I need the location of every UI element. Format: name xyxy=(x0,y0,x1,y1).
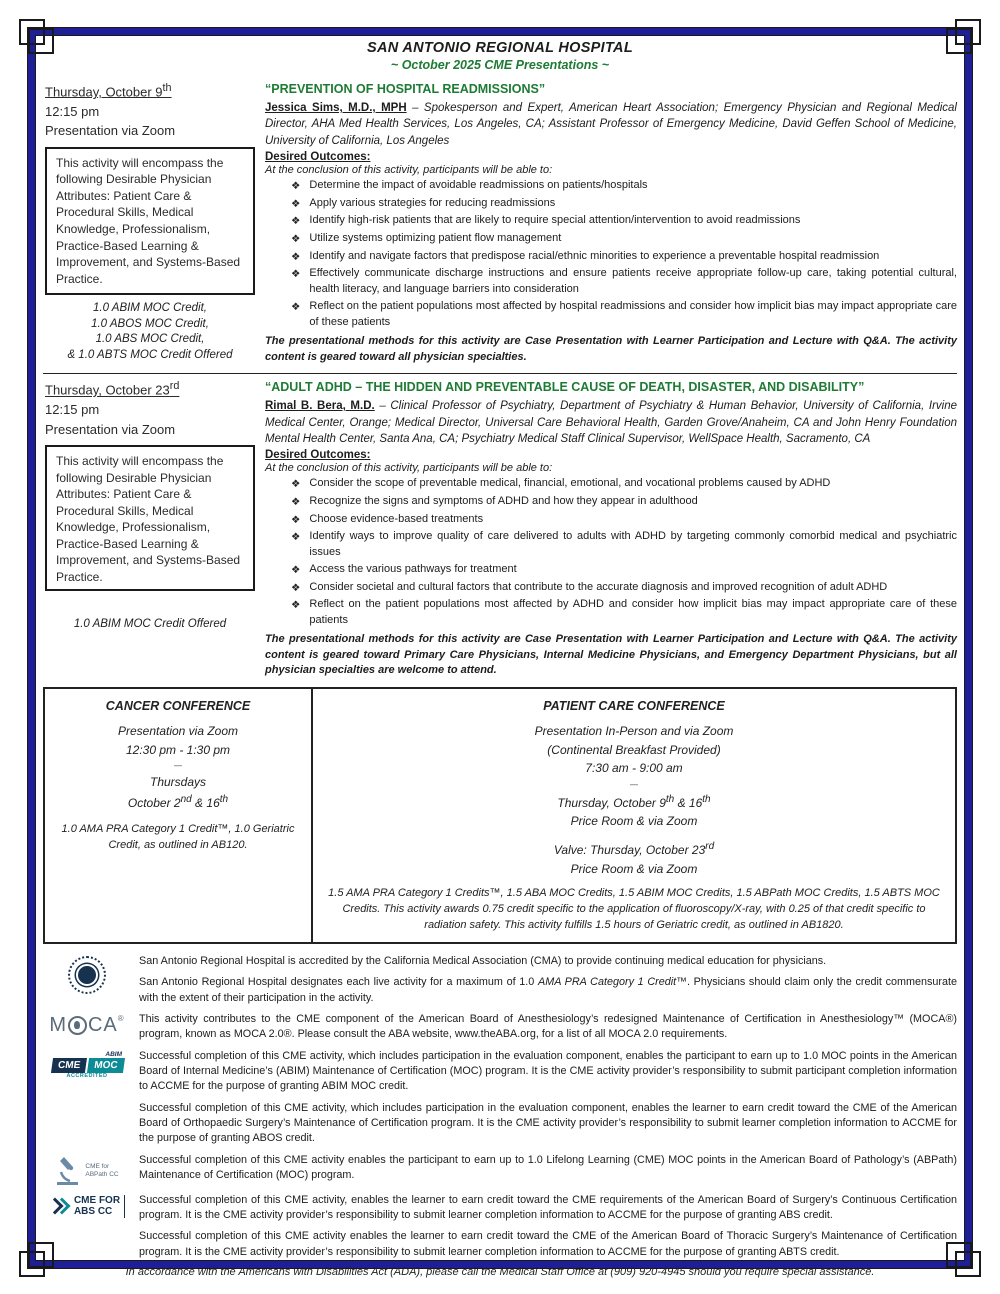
outcome-item xyxy=(291,196,957,212)
cme-box: CME xyxy=(51,1058,87,1073)
date-part: & 16 xyxy=(191,795,220,810)
outcome-text: ❖ Utilize systems optimizing patient flow management xyxy=(309,232,562,245)
session-body xyxy=(265,378,957,679)
header xyxy=(43,40,957,72)
conference-credits: 1.0 AMA PRA Category 1 Credit™, 1.0 Geriatric Credit, as outlined in AB120. xyxy=(61,823,295,852)
moc-credits xyxy=(45,617,255,633)
presentation-title: “PREVENTION OF HOSPITAL READMISSIONS” xyxy=(265,82,546,96)
date-ordinal: th xyxy=(702,793,711,805)
presentation-methods-note: The presentational methods for this activity are Case Presentation with Learner Participation and Lecture with Q&A. The activity content is geared toward Primary Care Physicians, Internal Medicine Physicians, and Emergency Department Physicians, but all physician specialties are welcome to attend. xyxy=(265,633,957,677)
accreditation-row-abos xyxy=(43,1101,957,1147)
abos-paragraph: Successful completion of this CME activity, which includes participation in the evaluation component, enables the learner to earn credit toward the CME of the American Board of Orthopaedic Surgery’s Maintenance of Certification program. It is the CME activity provider’s responsibility to submit learner completion information to ACCME for the purpose of granting ABOS credit. xyxy=(139,1101,957,1145)
page-content xyxy=(43,38,957,1278)
moc-credits xyxy=(45,301,255,363)
date-ordinal: rd xyxy=(705,840,715,852)
session-time: 12:15 pm xyxy=(45,103,100,119)
speaker-credentials: – Spokesperson and Expert, American Heart Association; Emergency Physician and Regional Medical Director, AHA Med Health Services, Los Angeles, CA; Assistant Professor of Emergency Medicine, David Geffen School of Medicine, University of California, Los Angeles xyxy=(265,102,957,147)
outcome-item xyxy=(291,249,957,265)
outcome-item xyxy=(291,178,957,194)
microscope-icon xyxy=(55,1155,81,1187)
cma-seal-inner xyxy=(76,964,98,986)
session-date-ordinal: rd xyxy=(169,380,180,393)
accreditation-text xyxy=(139,1049,957,1095)
session-date-text: Thursday, October 9 xyxy=(45,84,163,100)
moc-credit-line: 1.0 ABS MOC Credit, xyxy=(95,333,205,346)
session-sidebar xyxy=(43,378,255,679)
accreditation-text xyxy=(139,1153,957,1187)
outcome-item xyxy=(291,580,957,596)
cma-accreditation-paragraph: San Antonio Regional Hospital is accredited by the California Medical Association (CMA) to provide continuing medical education for physicians. xyxy=(139,954,827,967)
outcome-text: ❖ Effectively communicate discharge instructions and ensure patients receive appropriate follow-up care, taking potential cultural, health literacy, and language barriers into consideration xyxy=(309,267,957,295)
outcome-text: ❖ Identify and navigate factors that predispose racial/ethnic minorities to experience a preventable hospital readmission xyxy=(309,249,880,262)
abim-label: ABIM xyxy=(105,1050,122,1058)
outcome-item xyxy=(291,529,957,560)
outcome-text: ❖ Apply various strategies for reducing readmissions xyxy=(309,196,556,209)
outcome-text: ❖ Reflect on the patient populations most affected by hospital readmissions and consider how implicit bias may impact appropriate care of these patients xyxy=(309,300,957,328)
registered-mark: ® xyxy=(117,1013,125,1023)
outcome-list xyxy=(265,476,957,628)
patient-care-conference-box xyxy=(313,689,955,942)
ada-notice: In accordance with the Americans with Disabilities Act (ADA), please call the Medical Staff Office at (909) 920-4945 should you require special assistance. xyxy=(125,1265,875,1278)
conference-day: Thursdays xyxy=(149,775,207,790)
accreditation-row-abts xyxy=(43,1229,957,1260)
desired-outcomes-label: Desired Outcomes: xyxy=(265,150,371,163)
conference-row xyxy=(43,687,957,944)
speaker-paragraph xyxy=(265,100,957,149)
cancer-conference-box xyxy=(45,689,313,942)
outcome-item xyxy=(291,512,957,528)
accreditation-text xyxy=(139,954,957,1006)
session-adhd xyxy=(43,374,957,687)
conference-mode: Presentation In-Person and via Zoom xyxy=(534,724,734,739)
outcomes-intro: At the conclusion of this activity, participants will be able to: xyxy=(265,462,553,475)
accreditation-row-abs xyxy=(43,1193,957,1224)
outcome-text: ❖ Identify high-risk patients that are likely to require special attention/intervention to avoid readmissions xyxy=(309,214,801,227)
hospital-title: SAN ANTONIO REGIONAL HOSPITAL xyxy=(367,40,633,56)
desired-outcomes-label: Desired Outcomes: xyxy=(265,449,371,462)
outcome-text: ❖ Identify ways to improve quality of care delivered to adults with ADHD by targeting commonly comorbid medical and psychiatric issues xyxy=(309,530,957,558)
date-part: & 16 xyxy=(674,795,703,810)
outcome-text: ❖ Determine the impact of avoidable readmissions on patients/hospitals xyxy=(309,178,648,191)
accreditation-row-cma xyxy=(43,954,957,1006)
conference-time: 7:30 am - 9:00 am xyxy=(585,761,683,776)
logo-column xyxy=(43,1012,131,1043)
moc-credit-line: 1.0 ABIM MOC Credit Offered xyxy=(73,618,227,631)
abim-cme-moc-badge xyxy=(52,1051,122,1079)
outcome-text: ❖ Access the various pathways for treatment xyxy=(309,563,517,576)
session-date xyxy=(45,378,255,400)
outcome-text: ❖ Consider societal and cultural factors that contribute to the accurate diagnosis and improved recognition of adult ADHD xyxy=(309,580,888,593)
outcome-item xyxy=(291,299,957,330)
outcome-text: ❖ Recognize the signs and symptoms of ADHD and how they appear in adulthood xyxy=(309,494,698,507)
moca-letter: M xyxy=(49,1013,67,1036)
abpath-paragraph: Successful completion of this CME activity enables the participant to earn up to 1.0 Lifelong Learning (CME) MOC points in the American Board of Pathology’s (ABPath) Maintenance of Certification (MOC) program. xyxy=(139,1153,957,1181)
outcome-text: ❖ Consider the scope of preventable medical, financial, emotional, and vocational problems caused by ADHD xyxy=(309,477,831,490)
moc-credit-line: 1.0 ABOS MOC Credit, xyxy=(91,317,209,330)
speaker-name: Jessica Sims, M.D., MPH xyxy=(265,102,407,114)
date-part: October 2 xyxy=(127,795,181,810)
session-readmissions xyxy=(43,76,957,374)
abts-paragraph: Successful completion of this CME activity enables the learner to earn credit toward the CME of the American Board of Thoracic Surgery’s Maintenance of Certification program. It is the CME activity provider’s responsibility to submit learner completion information to ACCME for the purpose of granting ABTS credit. xyxy=(139,1230,957,1258)
physician-attributes-box: This activity will encompass the following Desirable Physician Attributes: Patient Care & Procedural Skills, Medical Knowledge, Professionalism, Practice-Based Learning & Improvement, and Systems-Based Practice. xyxy=(45,445,255,591)
moc-credit-line: & 1.0 ABTS MOC Credit Offered xyxy=(67,348,233,361)
text-segment: . Physicians should claim only the credit commensurate with the extent of their participation in the activity. xyxy=(139,976,957,1004)
head-silhouette-icon xyxy=(74,1021,80,1029)
abs-cc-logo xyxy=(49,1195,125,1218)
presentation-methods-note: The presentational methods for this activity are Case Presentation with Learner Participation and Lecture with Q&A. The activity content is geared toward all physician specialties. xyxy=(265,334,957,363)
session-body xyxy=(265,80,957,365)
label-line: CME FOR xyxy=(73,1194,121,1206)
moca-logo xyxy=(49,1014,124,1037)
conference-credits: 1.5 AMA PRA Category 1 Credits™, 1.5 ABA MOC Credits, 1.5 ABIM MOC Credits, 1.5 ABPath MOC Credits, 1.5 ABTS MOC Credits. This activity awards 0.75 credit specific to the application of fluoroscopy/X-ray, with 0.25 of that credit specific to radiation safety. This activity fulfills 1.5 hours of Geriatric credit, as outlined in AB1820. xyxy=(328,887,940,932)
moca-letters: CA xyxy=(87,1013,118,1036)
accreditation-text xyxy=(139,1101,957,1147)
session-mode: Presentation via Zoom xyxy=(45,123,176,139)
text-segment: San Antonio Regional Hospital designates each live activity for a maximum of 1.0 xyxy=(139,976,538,989)
session-date-ordinal: th xyxy=(162,82,172,94)
logo-column xyxy=(43,1229,131,1260)
decorative-frame xyxy=(28,28,972,1278)
abs-cc-label xyxy=(74,1195,125,1218)
logo-column xyxy=(43,1049,131,1095)
speaker-paragraph xyxy=(265,398,957,447)
logo-column xyxy=(43,1193,131,1224)
outcome-text: ❖ Choose evidence-based treatments xyxy=(309,512,484,525)
page-subtitle: ~ October 2025 CME Presentations ~ xyxy=(390,58,610,72)
session-date-text: Thursday, October 23 xyxy=(45,382,170,398)
date-ordinal: th xyxy=(665,793,675,805)
outcome-item xyxy=(291,231,957,247)
accreditation-text xyxy=(139,1229,957,1260)
physician-attributes-box: This activity will encompass the following Desirable Physician Attributes: Patient Care & Procedural Skills, Medical Knowledge, Professionalism, Practice-Based Learning & Improvement, and Systems-Based Practice. xyxy=(45,147,255,295)
abim-paragraph: Successful completion of this CME activity, which includes participation in the evaluation component, enables the participant to earn up to 1.0 MOC points in the American Board of Internal Medicine’s (ABIM) Maintenance of Certification (MOC) program. It is the CME activity provider’s responsibility to submit participant completion information to ACCME for the purpose of granting ABIM MOC credit. xyxy=(139,1049,957,1093)
abs-paragraph: Successful completion of this CME activity, enables the learner to earn credit toward the CME requirements of the American Board of Surgery’s Continuous Certification program. It is the CME activity provider’s responsibility to submit learner completion information to ACCME for the purpose of granting ABS credit. xyxy=(139,1193,957,1221)
accreditation-row-abim xyxy=(43,1049,957,1095)
outcome-item xyxy=(291,476,957,492)
caption-line: CME for xyxy=(85,1162,110,1170)
accreditation-text xyxy=(139,1012,957,1043)
session-mode: Presentation via Zoom xyxy=(45,421,176,437)
ama-pra-credit-name: AMA PRA Category 1 Credit™ xyxy=(538,976,687,989)
outcome-list xyxy=(265,178,957,330)
conference-dates xyxy=(53,792,303,813)
conference-title: CANCER CONFERENCE xyxy=(105,699,251,714)
date-part: Valve: Thursday, October 23 xyxy=(553,842,706,857)
conference-dates xyxy=(327,839,941,860)
divider-dash: — xyxy=(174,761,182,771)
logo-column xyxy=(43,1101,131,1147)
cme-moc-boxes xyxy=(51,1058,123,1073)
outcome-item xyxy=(291,266,957,297)
speaker-name: Rimal B. Bera, M.D. xyxy=(265,400,375,413)
credit-designation-paragraph xyxy=(139,975,957,1006)
accreditation-section xyxy=(43,954,957,1260)
outcome-item xyxy=(291,213,957,229)
moc-credit-line: 1.0 ABIM MOC Credit, xyxy=(93,302,207,315)
conference-time: 12:30 pm - 1:30 pm xyxy=(125,742,231,757)
abpath-logo xyxy=(55,1155,118,1187)
session-time: 12:15 pm xyxy=(45,402,100,418)
date-ordinal: nd xyxy=(180,793,192,805)
divider-dash: — xyxy=(630,779,638,789)
outcomes-intro: At the conclusion of this activity, participants will be able to: xyxy=(265,163,553,176)
outcome-item xyxy=(291,562,957,578)
logo-column xyxy=(43,1153,131,1187)
conference-title: PATIENT CARE CONFERENCE xyxy=(543,699,725,714)
cma-seal-icon xyxy=(68,956,106,994)
moca-paragraph: This activity contributes to the CME component of the American Board of Anesthesiology’s redesigned Maintenance of Certification in Anesthesiology™ (MOCA®) program, known as MOCA 2.0®. Please consult the ABA website, www.theABA.org, for a list of all MOCA 2.0 requirements. xyxy=(139,1012,957,1041)
moca-o-icon xyxy=(68,1016,87,1035)
date-ordinal: th xyxy=(219,793,229,805)
moc-box: MOC xyxy=(85,1058,124,1073)
outcome-item xyxy=(291,494,957,510)
accreditation-row-moca xyxy=(43,1012,957,1043)
conference-breakfast: (Continental Breakfast Provided) xyxy=(547,742,721,757)
date-part: Thursday, October 9 xyxy=(557,795,666,810)
outcome-text: ❖ Reflect on the patient populations most affected by ADHD and consider how implicit bias may impact appropriate care of these patients xyxy=(309,598,957,626)
caption-line: ABPath CC xyxy=(85,1170,119,1178)
conference-room: Price Room & via Zoom xyxy=(570,861,698,876)
session-date xyxy=(45,80,255,102)
logo-column xyxy=(43,954,131,1006)
speaker-credentials: – Clinical Professor of Psychiatry, Department of Psychiatry & Human Behavior, University of California, Irvine Medical Center, Orange; Medical Director, Universal Care Behavioral Health, Garden Grove/Anaheim, CA and John Henry Foundation Mental Health Center, Santa Ana, CA; Psychiatry Medical Staff Clinical Supervisor, WellSpace Health, Sacramento, CA xyxy=(265,400,957,445)
abpath-caption xyxy=(85,1163,118,1179)
conference-mode: Presentation via Zoom xyxy=(117,724,239,739)
conference-dates xyxy=(327,792,941,813)
presentation-title: “ADULT ADHD – THE HIDDEN AND PREVENTABLE CAUSE OF DEATH, DISASTER, AND DISABILITY” xyxy=(265,380,865,395)
accreditation-text xyxy=(139,1193,957,1224)
label-line: ABS CC xyxy=(73,1206,113,1218)
accreditation-row-abpath xyxy=(43,1153,957,1187)
session-sidebar xyxy=(43,80,255,365)
accredited-label: ACCREDITED xyxy=(66,1072,108,1079)
conference-room: Price Room & via Zoom xyxy=(570,814,698,829)
outcome-item xyxy=(291,597,957,628)
